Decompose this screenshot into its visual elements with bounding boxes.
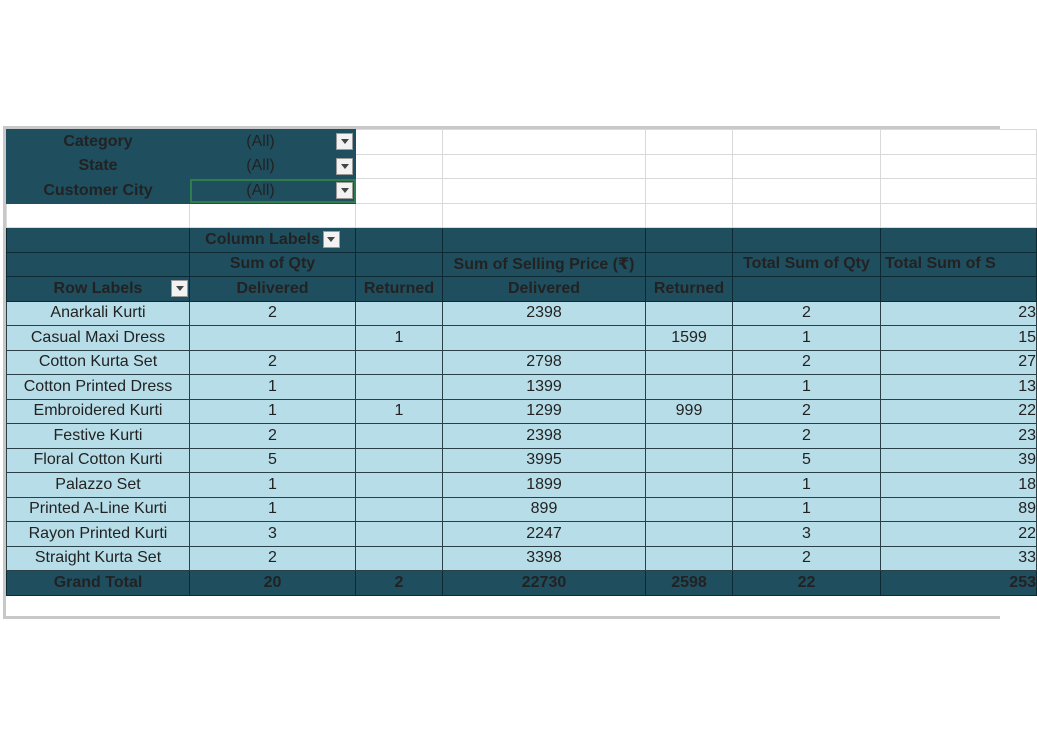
header-total-sum-price: Total Sum of S	[881, 252, 1037, 277]
total-price-cell[interactable]: 23	[881, 424, 1037, 449]
row-label-cell[interactable]: Festive Kurti	[7, 424, 190, 449]
row-label-cell[interactable]: Cotton Printed Dress	[7, 375, 190, 400]
price-delivered-cell[interactable]: 1399	[443, 375, 646, 400]
table-row	[7, 522, 1037, 547]
total-qty-cell[interactable]: 2	[733, 301, 881, 326]
cell[interactable]	[356, 179, 443, 204]
header-cell	[356, 252, 443, 277]
price-delivered-cell[interactable]	[443, 326, 646, 351]
total-price-cell[interactable]: 89	[881, 497, 1037, 522]
table-row	[7, 424, 1037, 449]
price-returned-cell[interactable]: 1599	[646, 326, 733, 351]
qty-delivered-cell[interactable]: 2	[190, 350, 356, 375]
pivot-sheet	[3, 126, 1036, 619]
cell[interactable]	[733, 154, 881, 179]
grand-total-row	[7, 571, 1037, 596]
qty-returned-cell[interactable]	[356, 301, 443, 326]
grand-total-total-qty[interactable]: 22	[733, 571, 881, 596]
total-qty-cell[interactable]: 1	[733, 326, 881, 351]
price-returned-cell[interactable]	[646, 375, 733, 400]
filter-dropdown-category[interactable]	[190, 130, 356, 155]
table-row	[7, 399, 1037, 424]
cell[interactable]	[443, 203, 646, 228]
total-qty-cell[interactable]: 2	[733, 399, 881, 424]
price-delivered-cell[interactable]: 899	[443, 497, 646, 522]
table-row	[7, 326, 1037, 351]
grand-total-qty-returned[interactable]: 2	[356, 571, 443, 596]
qty-delivered-cell[interactable]: 1	[190, 375, 356, 400]
row-label-cell[interactable]: Rayon Printed Kurti	[7, 522, 190, 547]
cell[interactable]	[733, 130, 881, 155]
header-cell	[646, 252, 733, 277]
total-price-cell[interactable]: 39	[881, 448, 1037, 473]
cell[interactable]	[443, 130, 646, 155]
cell[interactable]	[881, 154, 1037, 179]
total-price-cell[interactable]: 27	[881, 350, 1037, 375]
total-qty-cell[interactable]: 2	[733, 350, 881, 375]
cell[interactable]	[443, 179, 646, 204]
header-delivered: Delivered	[443, 277, 646, 302]
cell[interactable]	[356, 203, 443, 228]
total-qty-cell[interactable]: 3	[733, 522, 881, 547]
qty-returned-cell[interactable]	[356, 424, 443, 449]
total-price-cell[interactable]: 23	[881, 301, 1037, 326]
qty-delivered-cell[interactable]	[190, 326, 356, 351]
cell[interactable]	[881, 203, 1037, 228]
total-qty-cell[interactable]: 2	[733, 546, 881, 571]
header-returned: Returned	[356, 277, 443, 302]
header-cell	[881, 277, 1037, 302]
filter-label: Customer City	[7, 179, 190, 204]
table-row	[7, 546, 1037, 571]
header-row-measures	[7, 252, 1037, 277]
qty-returned-cell[interactable]: 1	[356, 326, 443, 351]
cell[interactable]	[881, 130, 1037, 155]
cell[interactable]	[646, 179, 733, 204]
row-label-cell[interactable]: Anarkali Kurti	[7, 301, 190, 326]
cell[interactable]	[881, 179, 1037, 204]
qty-delivered-cell[interactable]: 2	[190, 301, 356, 326]
header-sum-qty: Sum of Qty	[190, 252, 356, 277]
header-cell	[881, 228, 1037, 253]
total-price-cell[interactable]: 22	[881, 399, 1037, 424]
table-row	[7, 473, 1037, 498]
total-price-cell[interactable]: 13	[881, 375, 1037, 400]
price-delivered-cell[interactable]: 2798	[443, 350, 646, 375]
row-label-cell[interactable]: Cotton Kurta Set	[7, 350, 190, 375]
price-returned-cell[interactable]	[646, 546, 733, 571]
grand-total-qty-delivered[interactable]: 20	[190, 571, 356, 596]
column-labels-text: Column Labels	[205, 230, 320, 248]
qty-delivered-cell[interactable]: 5	[190, 448, 356, 473]
qty-delivered-cell[interactable]: 2	[190, 546, 356, 571]
price-delivered-cell[interactable]: 1299	[443, 399, 646, 424]
qty-delivered-cell[interactable]: 2	[190, 424, 356, 449]
grand-total-total-price[interactable]: 253	[881, 571, 1037, 596]
filter-value: (All)	[246, 181, 275, 199]
price-delivered-cell[interactable]: 1899	[443, 473, 646, 498]
table-row	[7, 448, 1037, 473]
header-sum-selling-price: Sum of Selling Price (₹)	[443, 252, 646, 277]
header-cell	[7, 228, 190, 253]
row-labels-text: Row Labels	[53, 279, 143, 297]
price-delivered-cell[interactable]: 3398	[443, 546, 646, 571]
filter-label: Category	[7, 130, 190, 155]
filter-row-category	[7, 130, 1037, 155]
grand-total-label[interactable]: Grand Total	[7, 571, 190, 596]
header-row-status	[7, 277, 1037, 302]
column-labels-dropdown-icon[interactable]	[323, 231, 340, 248]
total-qty-cell[interactable]: 1	[733, 497, 881, 522]
column-labels-header[interactable]	[190, 228, 356, 253]
price-returned-cell[interactable]	[646, 497, 733, 522]
grand-total-price-delivered[interactable]: 22730	[443, 571, 646, 596]
price-returned-cell[interactable]: 999	[646, 399, 733, 424]
total-price-cell[interactable]: 15	[881, 326, 1037, 351]
header-cell	[646, 228, 733, 253]
filter-value: (All)	[246, 157, 275, 175]
row-label-cell[interactable]: Casual Maxi Dress	[7, 326, 190, 351]
empty-row	[7, 203, 1037, 228]
price-returned-cell[interactable]	[646, 473, 733, 498]
row-label-cell[interactable]: Embroidered Kurti	[7, 399, 190, 424]
qty-returned-cell[interactable]: 1	[356, 399, 443, 424]
filter-value: (All)	[246, 132, 275, 150]
qty-delivered-cell[interactable]: 1	[190, 473, 356, 498]
filter-row-customer-city	[7, 179, 1037, 204]
header-cell	[443, 228, 646, 253]
price-delivered-cell[interactable]: 2398	[443, 301, 646, 326]
filter-label: State	[7, 154, 190, 179]
row-labels-header[interactable]	[7, 277, 190, 302]
qty-returned-cell[interactable]	[356, 546, 443, 571]
filter-dropdown-customer-city[interactable]	[190, 179, 356, 204]
row-label-cell[interactable]: Straight Kurta Set	[7, 546, 190, 571]
table-row	[7, 375, 1037, 400]
price-returned-cell[interactable]	[646, 301, 733, 326]
table-row	[7, 497, 1037, 522]
header-returned: Returned	[646, 277, 733, 302]
price-returned-cell[interactable]	[646, 350, 733, 375]
cell[interactable]	[443, 154, 646, 179]
qty-returned-cell[interactable]	[356, 375, 443, 400]
total-qty-cell[interactable]: 2	[733, 424, 881, 449]
total-qty-cell[interactable]: 5	[733, 448, 881, 473]
header-cell	[733, 277, 881, 302]
table-row	[7, 350, 1037, 375]
qty-delivered-cell[interactable]: 3	[190, 522, 356, 547]
qty-returned-cell[interactable]	[356, 350, 443, 375]
qty-delivered-cell[interactable]: 1	[190, 399, 356, 424]
total-qty-cell[interactable]: 1	[733, 473, 881, 498]
total-price-cell[interactable]: 22	[881, 522, 1037, 547]
price-returned-cell[interactable]	[646, 522, 733, 547]
price-delivered-cell[interactable]: 2398	[443, 424, 646, 449]
qty-returned-cell[interactable]	[356, 522, 443, 547]
cell[interactable]	[646, 203, 733, 228]
header-cell	[733, 228, 881, 253]
cell[interactable]	[190, 203, 356, 228]
filter-row-state	[7, 154, 1037, 179]
row-label-cell[interactable]: Floral Cotton Kurti	[7, 448, 190, 473]
total-qty-cell[interactable]: 1	[733, 375, 881, 400]
header-total-sum-qty: Total Sum of Qty	[733, 252, 881, 277]
total-price-cell[interactable]: 18	[881, 473, 1037, 498]
row-label-cell[interactable]: Palazzo Set	[7, 473, 190, 498]
qty-returned-cell[interactable]	[356, 497, 443, 522]
cell[interactable]	[7, 203, 190, 228]
row-label-cell[interactable]: Printed A-Line Kurti	[7, 497, 190, 522]
cell[interactable]	[733, 203, 881, 228]
table-row	[7, 301, 1037, 326]
cell[interactable]	[733, 179, 881, 204]
price-returned-cell[interactable]	[646, 424, 733, 449]
dropdown-arrow-icon[interactable]	[336, 158, 353, 175]
price-delivered-cell[interactable]: 2247	[443, 522, 646, 547]
filter-dropdown-state[interactable]	[190, 154, 356, 179]
header-cell	[356, 228, 443, 253]
row-labels-dropdown-icon[interactable]	[171, 280, 188, 297]
total-price-cell[interactable]: 33	[881, 546, 1037, 571]
header-row-column-labels	[7, 228, 1037, 253]
cell[interactable]	[646, 154, 733, 179]
qty-delivered-cell[interactable]: 1	[190, 497, 356, 522]
dropdown-arrow-icon[interactable]	[336, 182, 353, 199]
price-returned-cell[interactable]	[646, 448, 733, 473]
cell[interactable]	[356, 154, 443, 179]
pivot-table	[6, 129, 1037, 596]
header-delivered: Delivered	[190, 277, 356, 302]
price-delivered-cell[interactable]: 3995	[443, 448, 646, 473]
qty-returned-cell[interactable]	[356, 448, 443, 473]
cell[interactable]	[356, 130, 443, 155]
header-cell	[7, 252, 190, 277]
dropdown-arrow-icon[interactable]	[336, 133, 353, 150]
qty-returned-cell[interactable]	[356, 473, 443, 498]
cell[interactable]	[646, 130, 733, 155]
grand-total-price-returned[interactable]: 2598	[646, 571, 733, 596]
